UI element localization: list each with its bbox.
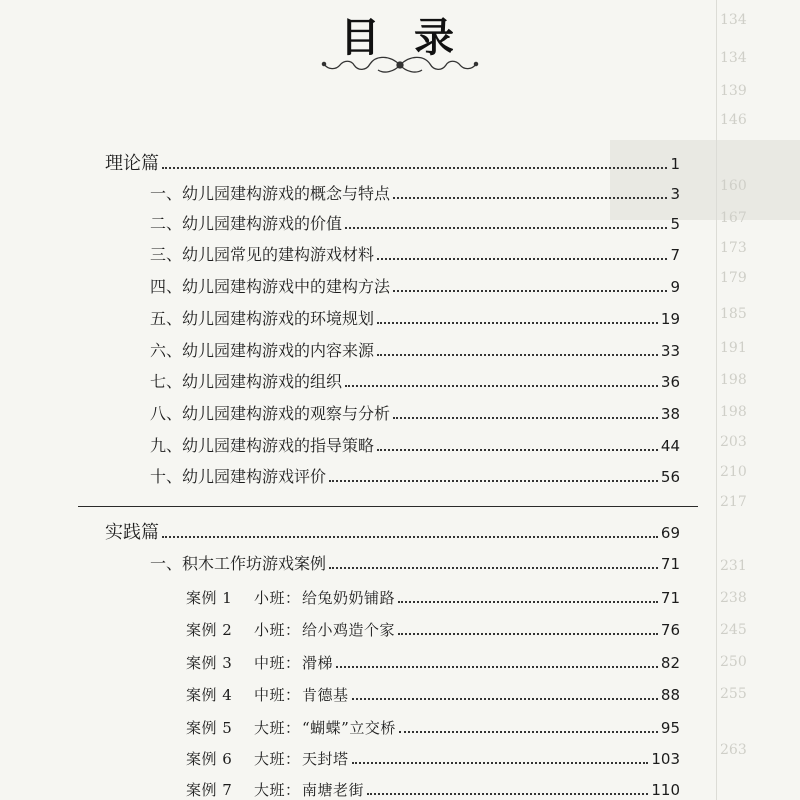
leader-dots bbox=[345, 385, 658, 387]
page-number: 71 bbox=[660, 589, 680, 607]
case-number: 案例 2 bbox=[186, 621, 233, 639]
toc-case-entry[interactable] bbox=[186, 614, 680, 640]
case-class: 中班： bbox=[254, 686, 301, 704]
ghost-text: 238 bbox=[720, 590, 747, 606]
ghost-text: 217 bbox=[720, 494, 747, 510]
ghost-text: 231 bbox=[720, 558, 747, 574]
leader-dots bbox=[393, 417, 658, 419]
leader-dots bbox=[398, 633, 658, 635]
toc-entry[interactable] bbox=[150, 239, 680, 265]
case-title bbox=[186, 749, 349, 769]
case-class: 大班： bbox=[254, 719, 301, 737]
ghost-text: 134 bbox=[720, 50, 747, 66]
page-number: 36 bbox=[660, 373, 680, 391]
ghost-text: 263 bbox=[720, 742, 747, 758]
ghost-text: 179 bbox=[720, 270, 747, 286]
ghost-text: 210 bbox=[720, 464, 747, 480]
entry-title: 三、幼儿园常见的建构游戏材料 bbox=[150, 245, 375, 264]
case-name: 肯德基 bbox=[302, 686, 349, 704]
ghost-text: 191 bbox=[720, 340, 747, 356]
leader-dots bbox=[377, 322, 658, 324]
ghost-text: 139 bbox=[720, 83, 747, 99]
entry-title: 七、幼儿园建构游戏的组织 bbox=[150, 372, 343, 391]
page-number: 95 bbox=[660, 719, 680, 737]
ghost-text: 250 bbox=[720, 654, 747, 670]
case-class: 大班： bbox=[254, 781, 301, 799]
toc-entry[interactable] bbox=[150, 461, 680, 487]
leader-dots bbox=[336, 666, 658, 668]
page-number: 76 bbox=[660, 621, 680, 639]
leader-dots bbox=[345, 227, 667, 229]
ghost-text: 173 bbox=[720, 240, 747, 256]
page-title: 目录 bbox=[340, 15, 488, 61]
entry-title: 六、幼儿园建构游戏的内容来源 bbox=[150, 341, 375, 360]
leader-dots bbox=[393, 197, 667, 199]
section-title: 实践篇 bbox=[105, 522, 159, 543]
case-class: 小班： bbox=[254, 589, 301, 607]
entry-title: 四、幼儿园建构游戏中的建构方法 bbox=[150, 277, 391, 296]
ghost-text: 167 bbox=[720, 210, 747, 226]
case-title bbox=[186, 653, 333, 673]
page-number: 7 bbox=[670, 246, 680, 264]
toc-entry[interactable] bbox=[150, 271, 680, 297]
ghost-text: 134 bbox=[720, 12, 747, 28]
ghost-text: 255 bbox=[720, 686, 747, 702]
case-name: “蝴蝶”立交桥 bbox=[302, 719, 396, 737]
case-number: 案例 7 bbox=[186, 781, 233, 799]
page-number: 38 bbox=[660, 405, 680, 423]
case-number: 案例 3 bbox=[186, 654, 233, 672]
entry-title: 一、积木工作坊游戏案例 bbox=[150, 554, 327, 573]
page-number: 56 bbox=[660, 468, 680, 486]
leader-dots bbox=[162, 536, 658, 538]
ghost-text: 198 bbox=[720, 404, 747, 420]
leader-dots bbox=[377, 354, 658, 356]
page-number: 1 bbox=[670, 155, 680, 173]
toc-section-practice[interactable] bbox=[105, 517, 680, 543]
leader-dots bbox=[398, 601, 658, 603]
entry-title: 九、幼儿园建构游戏的指导策略 bbox=[150, 436, 375, 455]
leader-dots bbox=[377, 258, 667, 260]
toc-case-entry[interactable] bbox=[186, 679, 680, 705]
page-number: 5 bbox=[670, 215, 680, 233]
leader-dots bbox=[377, 449, 658, 451]
page-number: 44 bbox=[660, 437, 680, 455]
ghost-text: 185 bbox=[720, 306, 747, 322]
page-number: 19 bbox=[660, 310, 680, 328]
toc-entry[interactable] bbox=[150, 303, 680, 329]
page-number: 82 bbox=[660, 654, 680, 672]
toc-entry[interactable] bbox=[150, 366, 680, 392]
case-name: 滑梯 bbox=[302, 654, 334, 672]
section-divider bbox=[78, 506, 698, 507]
case-title bbox=[186, 685, 349, 705]
leader-dots bbox=[329, 567, 658, 569]
toc-case-entry[interactable] bbox=[186, 712, 680, 738]
page-number: 88 bbox=[660, 686, 680, 704]
entry-title: 一、幼儿园建构游戏的概念与特点 bbox=[150, 184, 391, 203]
leader-dots bbox=[329, 480, 658, 482]
toc-case-entry[interactable] bbox=[186, 647, 680, 673]
toc-case-entry[interactable] bbox=[186, 774, 680, 800]
leader-dots bbox=[367, 793, 648, 795]
page-number: 3 bbox=[670, 185, 680, 203]
ghost-text: 146 bbox=[720, 112, 747, 128]
case-title bbox=[186, 588, 395, 608]
case-number: 案例 4 bbox=[186, 686, 233, 704]
page-number: 103 bbox=[651, 750, 680, 768]
toc-entry[interactable] bbox=[150, 178, 680, 204]
entry-title: 五、幼儿园建构游戏的环境规划 bbox=[150, 309, 375, 328]
case-name: 南塘老街 bbox=[302, 781, 365, 799]
page-number: 71 bbox=[660, 555, 680, 573]
entry-title: 十、幼儿园建构游戏评价 bbox=[150, 467, 327, 486]
case-title bbox=[186, 620, 395, 640]
toc-entry[interactable] bbox=[150, 335, 680, 361]
toc-entry[interactable] bbox=[150, 548, 680, 574]
ghost-text: 203 bbox=[720, 434, 747, 450]
page-number: 110 bbox=[651, 781, 680, 799]
toc-case-entry[interactable] bbox=[186, 743, 680, 769]
toc-case-entry[interactable] bbox=[186, 582, 680, 608]
page-number: 69 bbox=[660, 524, 680, 542]
entry-title: 二、幼儿园建构游戏的价值 bbox=[150, 214, 343, 233]
case-number: 案例 6 bbox=[186, 750, 233, 768]
section-title: 理论篇 bbox=[105, 153, 159, 174]
leader-dots bbox=[162, 167, 667, 169]
case-number: 案例 1 bbox=[186, 589, 233, 607]
toc-entry[interactable] bbox=[150, 430, 680, 456]
case-class: 大班： bbox=[254, 750, 301, 768]
leader-dots bbox=[352, 698, 658, 700]
case-name: 天封塔 bbox=[302, 750, 349, 768]
case-title bbox=[186, 718, 396, 738]
toc-section-theory[interactable] bbox=[105, 148, 680, 174]
case-class: 小班： bbox=[254, 621, 301, 639]
case-class: 中班： bbox=[254, 654, 301, 672]
page-number: 33 bbox=[660, 342, 680, 360]
case-title bbox=[186, 780, 364, 800]
ghost-text: 198 bbox=[720, 372, 747, 388]
leader-dots bbox=[393, 290, 667, 292]
toc-entry[interactable] bbox=[150, 208, 680, 234]
case-name: 给小鸡造个家 bbox=[302, 621, 396, 639]
ghost-text: 245 bbox=[720, 622, 747, 638]
leader-dots bbox=[399, 731, 658, 733]
case-name: 给兔奶奶铺路 bbox=[302, 589, 396, 607]
toc-entry[interactable] bbox=[150, 398, 680, 424]
case-number: 案例 5 bbox=[186, 719, 233, 737]
leader-dots bbox=[352, 762, 649, 764]
entry-title: 八、幼儿园建构游戏的观察与分析 bbox=[150, 404, 391, 423]
ghost-text: 160 bbox=[720, 178, 747, 194]
page-number: 9 bbox=[670, 278, 680, 296]
